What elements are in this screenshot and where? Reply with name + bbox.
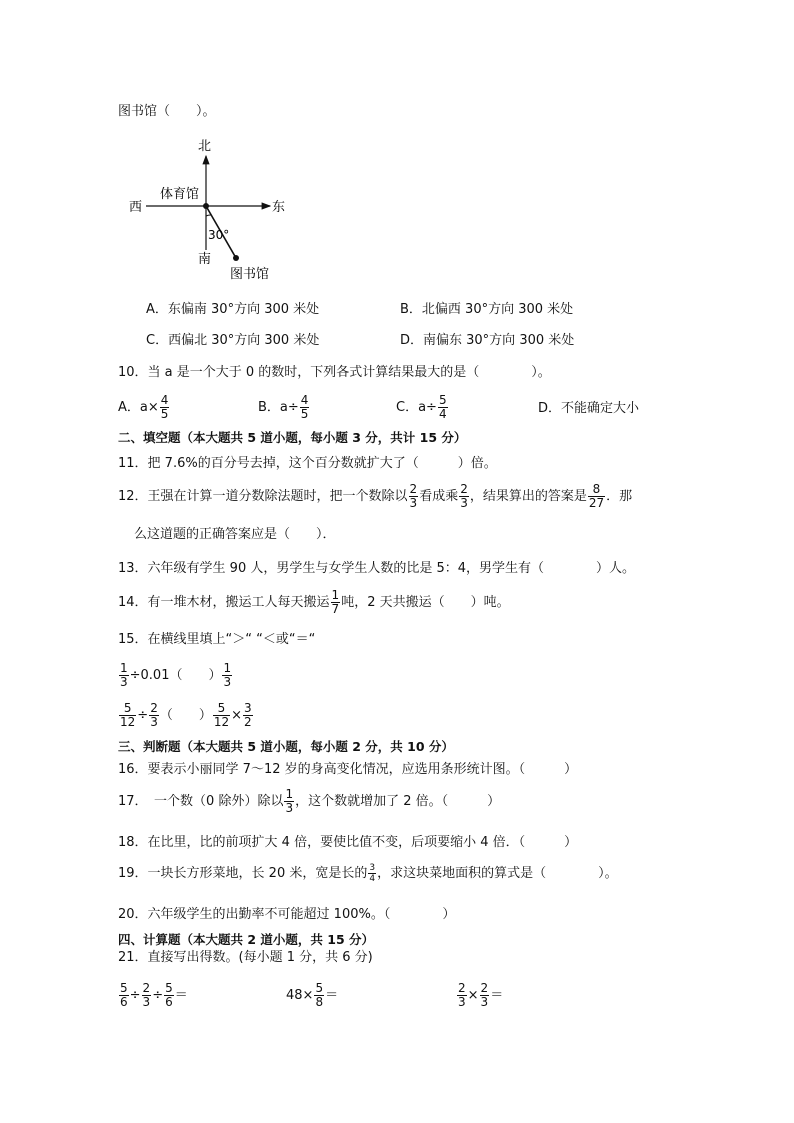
question-15-stem: 15．在横线里填上“＞“ “＜或“＝“ (118, 632, 316, 647)
fraction: $\frac{5}{12}$ (120, 701, 136, 729)
east-label: 东 (272, 200, 286, 215)
fraction: $\frac{1}{3}$ (223, 661, 232, 689)
fraction: $\frac{8}{27}$ (588, 482, 605, 510)
library-point (233, 255, 239, 261)
west-label: 西 (129, 200, 143, 215)
fraction: $\frac{2}{3}$ (150, 701, 158, 729)
fraction: $\frac{2}{3}$ (480, 981, 489, 1009)
fraction: $\frac{4}{5}$ (160, 393, 169, 421)
fraction: $\frac{3}{4}$ (369, 863, 376, 884)
fraction: $\frac{2}{3}$ (460, 482, 468, 510)
q15-row-1: $\frac{1}{3}$ ÷0.01（ ） $\frac{1}{3}$ (120, 661, 232, 689)
question-14: 14．有一堆木材，搬运工人每天搬运 $\frac{1}{7}$ 吨，2 天共搬运（ ）吨。 (118, 588, 510, 616)
question-18: 18．在比里，比的前项扩大 4 倍，要使比值不变，后项要缩小 4 倍．（ ） (118, 835, 578, 850)
question-9-tail: 图书馆（ ）。 (118, 104, 216, 119)
question-19: 19．一块长方形菜地，长 20 米，宽是长的 $\frac{3}{4}$ ，求这块菜地面积的算式是（ ）。 (118, 863, 618, 884)
stadium-label: 体育馆 (160, 187, 200, 202)
fraction: $\frac{2}{3}$ (142, 981, 151, 1009)
question-10-stem: 10．当 a 是一个大于 0 的数时，下列各式计算结果最大的是（ ）。 (118, 365, 551, 380)
fraction: $\frac{4}{5}$ (300, 393, 309, 421)
direction-diagram (120, 132, 300, 282)
calc-expression-2: 48× $\frac{5}{8}$ ＝ (286, 981, 339, 1009)
section-2-heading: 二、填空题（本大题共 5 道小题，每小题 3 分，共计 15 分） (118, 430, 467, 445)
q9-option-a: A．东偏南 30°方向 300 米处 (146, 302, 320, 317)
question-12-line2: 么这道题的正确答案应是（ ）． (134, 527, 336, 542)
question-13: 13．六年级有学生 90 人，男学生与女学生人数的比是 5：4，男学生有（ ）人。 (118, 561, 636, 576)
library-label: 图书馆 (230, 267, 270, 282)
fraction: $\frac{5}{6}$ (165, 981, 173, 1009)
fraction: $\frac{2}{3}$ (409, 482, 418, 510)
calc-expression-3: $\frac{2}{3}$ × $\frac{2}{3}$ ＝ (458, 981, 504, 1009)
fraction: $\frac{1}{3}$ (285, 787, 294, 815)
question-16: 16．要表示小丽同学 7～12 岁的身高变化情况，应选用条形统计图。（ ） (118, 762, 578, 777)
section-3-heading: 三、判断题（本大题共 5 道小题，每小题 2 分，共 10 分） (118, 739, 454, 754)
fraction: $\frac{5}{6}$ (120, 981, 128, 1009)
q10-option-b: B．a÷ $\frac{4}{5}$ (258, 393, 309, 421)
stadium-point (203, 203, 209, 209)
angle-arc (206, 215, 211, 216)
north-label: 北 (198, 139, 212, 154)
q10-option-d: D．不能确定大小 (538, 401, 640, 416)
fraction: $\frac{5}{8}$ (315, 981, 324, 1009)
angle-label: 30° (208, 228, 230, 242)
fraction: $\frac{2}{3}$ (458, 981, 466, 1009)
fraction: $\frac{5}{4}$ (438, 393, 447, 421)
question-12: 12．王强在计算一道分数除法题时，把一个数除以 $\frac{2}{3}$ 看成乘 $\frac{2}{3}$ ，结果算出的答案是 $\frac{8}{27}$ ．那 (118, 482, 633, 510)
section-4-heading: 四、计算题（本大题共 2 道小题，共 15 分） (118, 932, 375, 947)
question-11: 11．把 7.6%的百分号去掉，这个百分数就扩大了（ ）倍。 (118, 456, 497, 471)
q15-row-2: $\frac{5}{12}$ ÷ $\frac{2}{3}$ （ ） $\frac{5}{12}$ × $\frac{3}{2}$ (120, 701, 252, 729)
fraction: $\frac{1}{7}$ (331, 588, 340, 616)
fraction: $\frac{3}{2}$ (244, 701, 252, 729)
question-20: 20．六年级学生的出勤率不可能超过 100%。（ ） (118, 907, 456, 922)
question-21-stem: 21．直接写出得数。(每小题 1 分，共 6 分) (118, 950, 373, 965)
q9-option-b: B．北偏西 30°方向 300 米处 (400, 302, 574, 317)
south-label: 南 (198, 252, 212, 267)
q10-option-a: A．a× $\frac{4}{5}$ (118, 393, 169, 421)
q9-option-d: D．南偏东 30°方向 300 米处 (400, 333, 575, 348)
q9-option-c: C．西偏北 30°方向 300 米处 (146, 333, 320, 348)
question-17: 17． 一个数（0 除外）除以 $\frac{1}{3}$ ，这个数就增加了 2 倍。（ ） (118, 787, 501, 815)
calc-expression-1: $\frac{5}{6}$ ÷ $\frac{2}{3}$ ÷ $\frac{5}{6}$ ＝ (120, 981, 188, 1009)
fraction: $\frac{5}{12}$ (213, 701, 230, 729)
q10-option-c: C．a÷ $\frac{5}{4}$ (396, 393, 447, 421)
fraction: $\frac{1}{3}$ (120, 661, 128, 689)
